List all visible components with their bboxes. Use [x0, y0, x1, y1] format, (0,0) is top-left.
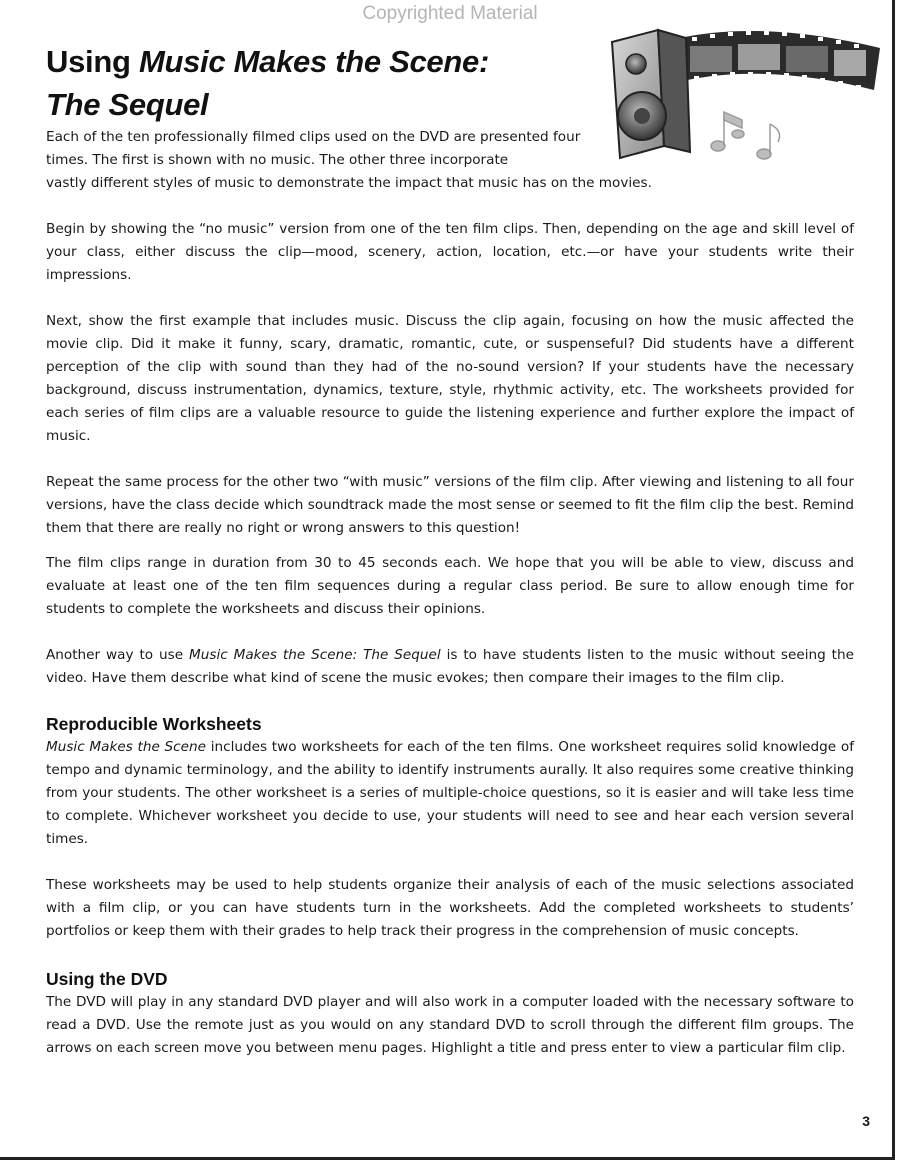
- paragraph-repeat-process: Repeat the same process for the other two “with music” versions of the film clip. After viewing and listening to all four versions, have the class decide which soundtrack made the most sense or seemed to fit the film clip the best. Remind them that there are really no right or wrong answers to this question!: [46, 474, 854, 536]
- paragraph-dvd: The DVD will play in any standard DVD player and will also work in a computer loaded with the necessary software to read a DVD. Use the remote just as you would on any standard DVD to scroll through the different film groups. The arrows on each screen move you between menu pages. Highlight a title and press enter to view a particular film clip.: [46, 994, 854, 1056]
- intro-paragraph: Each of the ten professionally filmed clips used on the DVD are presented four times. The first is shown with no music. The other three incorporate: [46, 129, 581, 168]
- intro-paragraph-tail: vastly different styles of music to demonstrate the impact that music has on the movies.: [46, 175, 652, 191]
- copyright-watermark: Copyrighted Material: [362, 3, 538, 24]
- title-prefix: Using: [46, 44, 139, 79]
- paragraph-another-way: Another way to use Music Makes the Scene: The Sequel is to have students listen to the music without seeing the video. Have them describe what kind of scene the music evokes; then compare their images to the film clip.: [46, 647, 854, 686]
- paragraph-worksheets: Music Makes the Scene includes two worksheets for each of the ten films. One worksheet requires solid knowledge of tempo and dynamic terminology, and the ability to identify instruments aurally. It also requires some creative thinking from your students. The other worksheet is a series of multiple-choice questions, so it is easier and will take less time to complete. Whichever worksheet you decide to use, your students will need to see and hear each version several times.: [46, 739, 854, 847]
- paragraph-no-music: Begin by showing the “no music” version from one of the ten film clips. Then, depending on the age and skill level of your class, either discuss the clip—mood, scenery, action, location, etc.—or have your students write their impressions.: [46, 221, 854, 283]
- paragraph-worksheets-usage: These worksheets may be used to help students organize their analysis of each of the music selections associated with a film clip, or you can have students turn in the worksheets. Add the completed worksheets to students’ portfolios or keep them with their grades to help track their progress in the comprehension of music concepts.: [46, 877, 854, 939]
- paragraph-duration: The film clips range in duration from 30 to 45 seconds each. We hope that you will be able to view, discuss and evaluate at least one of the ten film sequences during a regular class period. Be sure to allow enough time for students to complete the worksheets and discuss their opinions.: [46, 555, 854, 617]
- title-italic-line2: The Sequel: [46, 87, 209, 122]
- heading-reproducible-worksheets: Reproducible Worksheets: [46, 714, 262, 734]
- page-number: 3: [862, 1113, 870, 1129]
- heading-using-the-dvd: Using the DVD: [46, 969, 168, 989]
- title-italic-line1: Music Makes the Scene:: [138, 44, 489, 79]
- page-title: [46, 40, 489, 126]
- page-body: [46, 126, 854, 1060]
- paragraph-first-example: Next, show the first example that includes music. Discuss the clip again, focusing on how the music affected the movie clip. Did it make it funny, scary, dramatic, romantic, cute, or suspenseful? Did students have a different perception of the clip with sound than they had of the no-sound version? If your students have the necessary background, discuss instrumentation, dynamics, texture, style, rhythmic activity, etc. The worksheets provided for each series of film clips are a valuable resource to guide the listening experience and further explore the impact of music.: [46, 313, 854, 444]
